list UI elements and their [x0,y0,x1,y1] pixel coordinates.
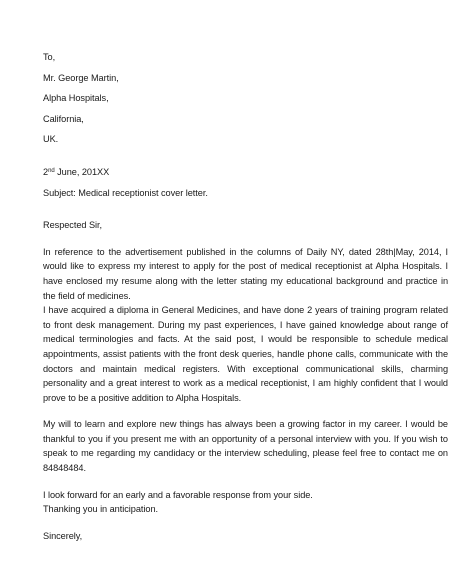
recipient-address [43,71,448,147]
salutation: Respected Sir, [43,220,103,231]
spacer [43,517,448,529]
closing-line-2: Thanking you in anticipation. [43,504,159,515]
body-paragraph-3: My will to learn and explore new things has always been a growing factor in my career. I would be thankful to you if you present me with an opportunity of a personal interview with you. If you wish to speak to me regarding my candidacy or the interview scheduling, please feel free to contact me on 84848484. [43,419,448,474]
date-suffix: nd [48,167,55,174]
recipient-country: UK. [43,134,59,145]
spacer [43,147,448,159]
closing-line-1: I look forward for an early and a favorable response from your side. [43,489,313,500]
spacer [43,200,448,212]
cover-letter [43,50,448,543]
recipient-name: Mr. George Martin, [43,72,119,83]
letter-subject: Subject: Medical receptionist cover letter. [43,187,208,198]
recipient-state: California, [43,113,84,124]
spacer [43,233,448,245]
to-label: To, [43,52,56,62]
spacer [43,476,448,488]
sign-off: Sincerely, [43,530,83,541]
date-rest: June, 201XX [54,166,110,177]
spacer [43,405,448,417]
recipient-organization: Alpha Hospitals, [43,93,109,104]
date-day: 2 [43,166,49,177]
letter-date [43,165,448,180]
body-paragraph-2: I have acquired a diploma in General Medicines, and have done 2 years of training program related to front desk management. During my past experiences, I have gained knowledge about range of medical terminologies and facts. At the said post, I would be responsible to schedule medical appointments, assist patients with the front desk queries, handle phone calls, communicate with the doctors and maintain medical registers. With exceptional communicational skills, charming personality and a great interest to work as a medical receptionist, I am highly confident that I would prove to be a positive addition to Alpha Hospitals. [43,305,448,403]
body-paragraph-1: In reference to the advertisement published in the columns of Daily NY, dated 28th|May, 2014, I would like to express my interest to apply for the post of medical receptionist at Alpha Hospitals. I have enclosed my resume along with the letter stating my educational background and practice in the field of medicines. [43,246,448,301]
